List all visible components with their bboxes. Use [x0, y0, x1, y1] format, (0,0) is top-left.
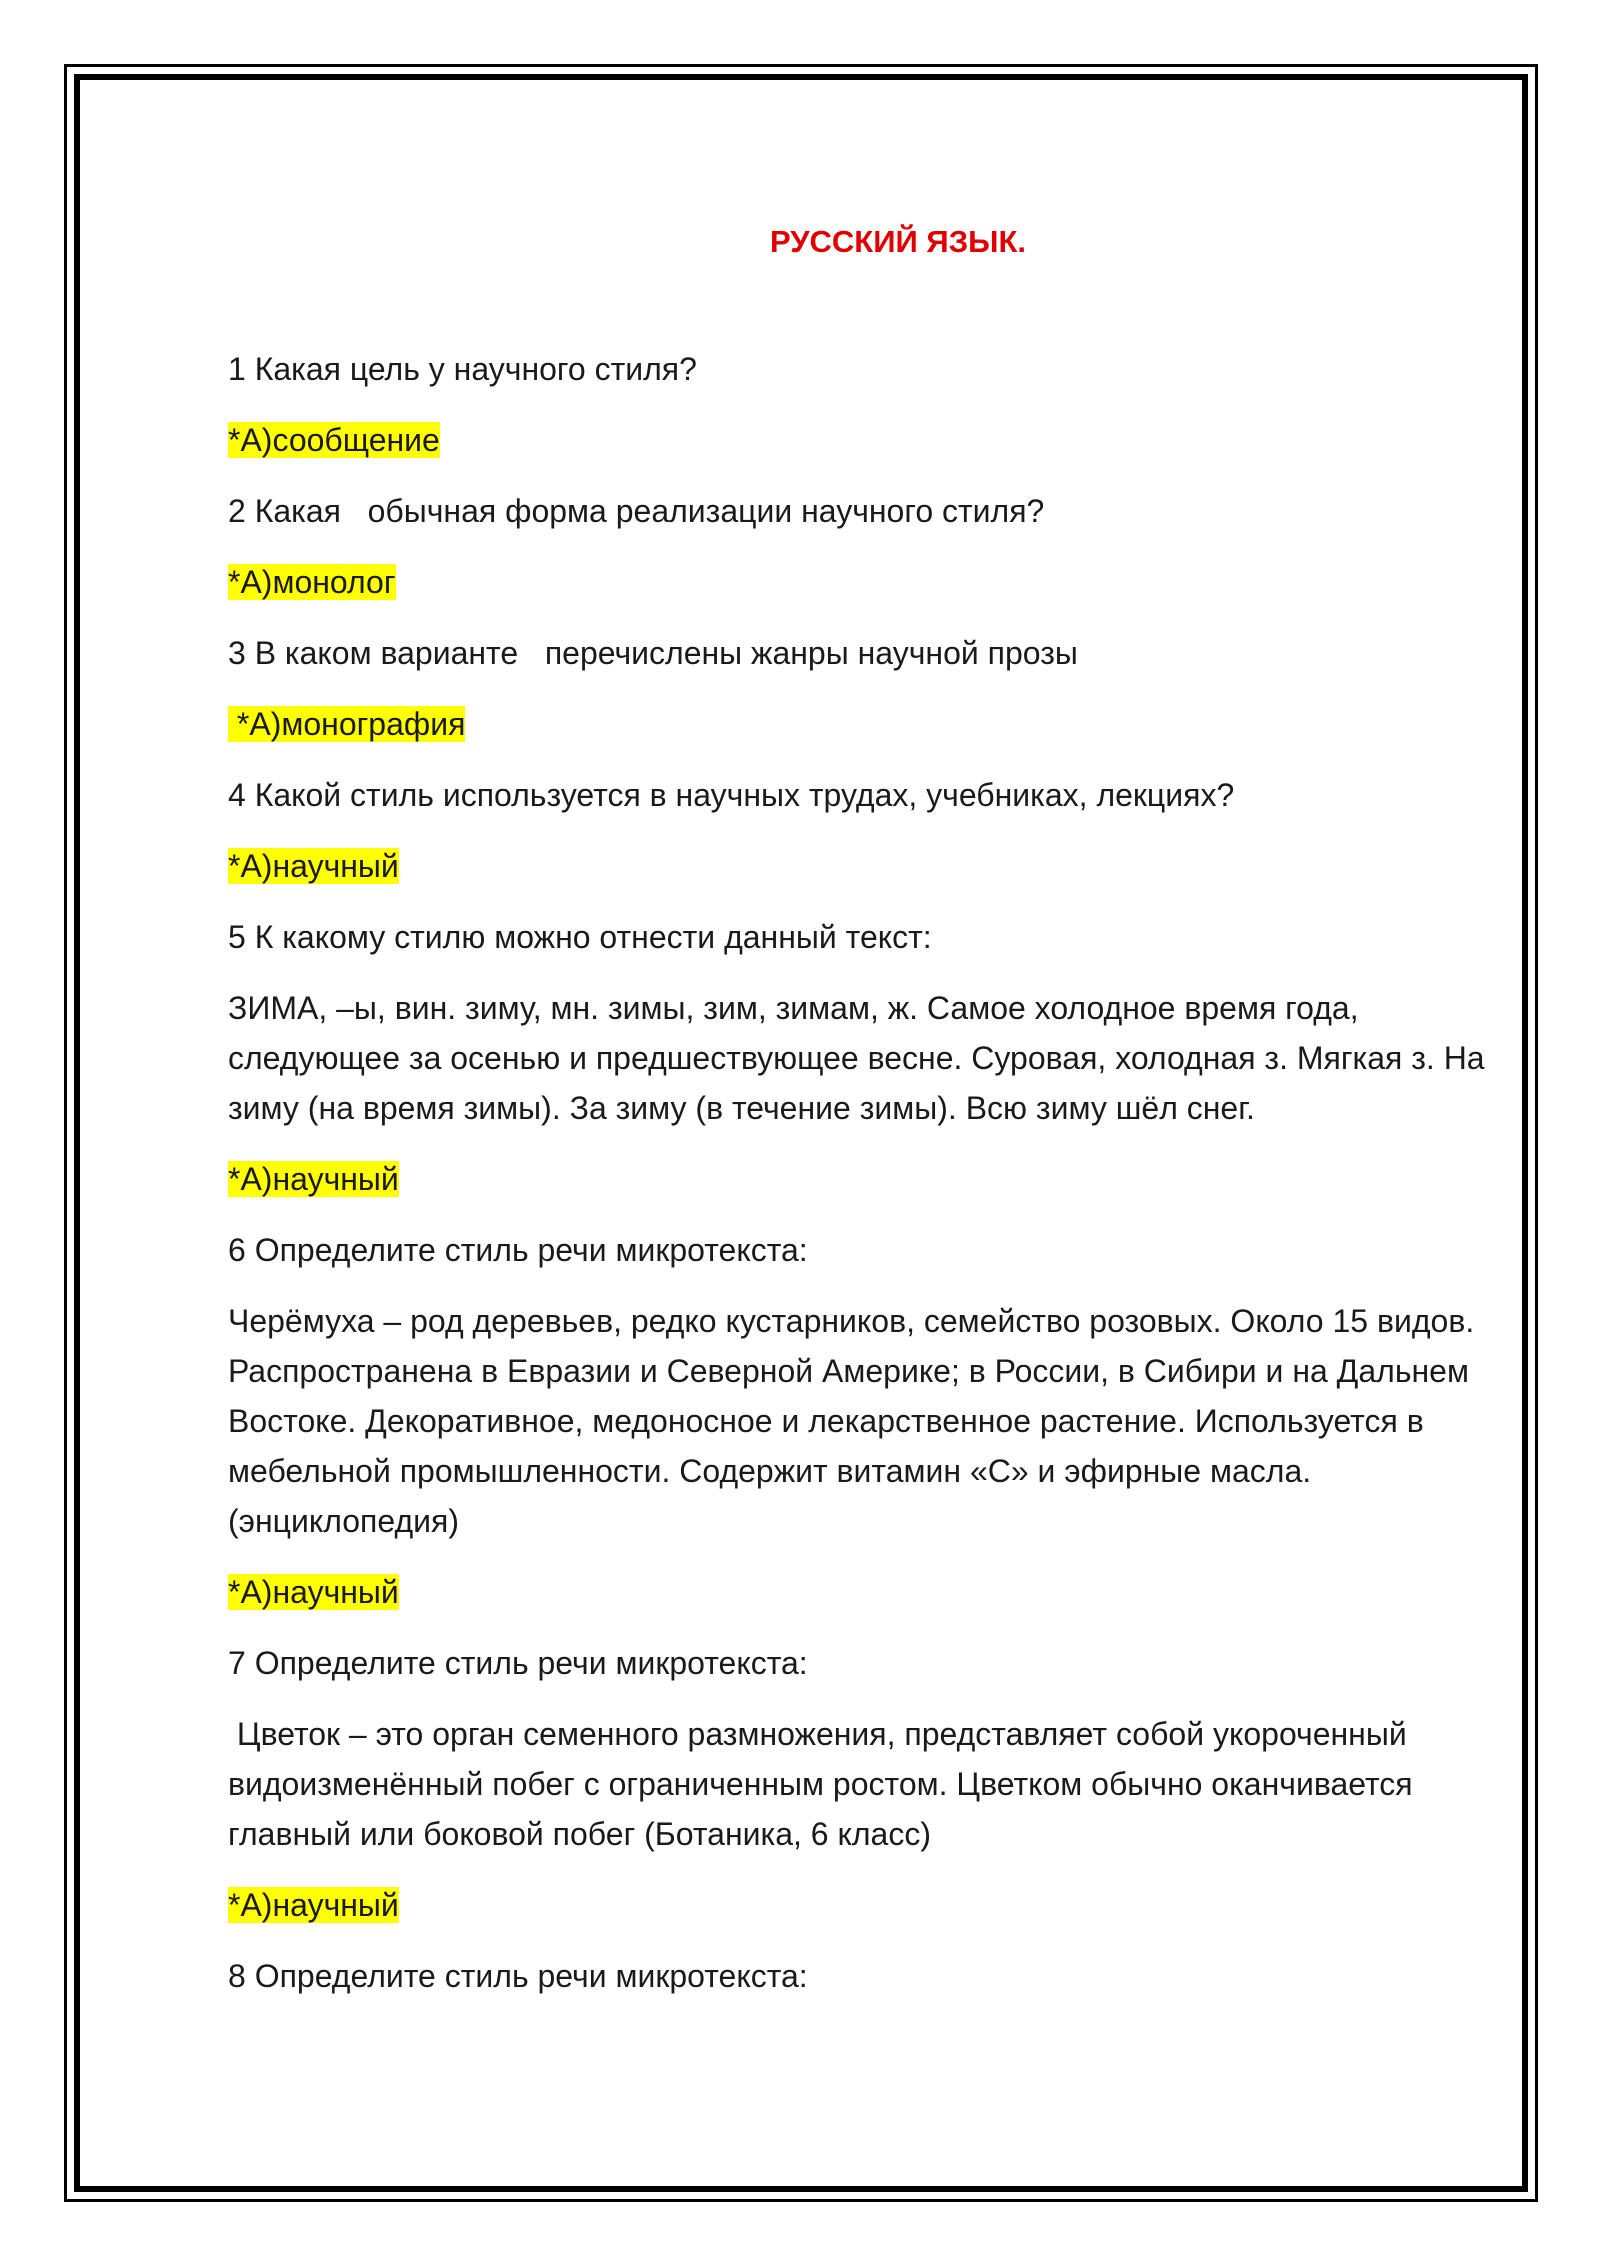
question-8: 8 Определите стиль речи микротекста:: [228, 1958, 808, 1994]
question-7: 7 Определите стиль речи микротекста:: [228, 1645, 808, 1681]
passage-7: Цветок – это орган семенного размножения, представляет собой укороченный видоизменённый побег с ограниченным ростом. Цветком обычно оканчивается главный или боковой побег (Ботаника, 6 класс): [228, 1716, 1422, 1852]
question-3: 3 В каком варианте перечислены жанры научной прозы: [228, 635, 1078, 671]
question-5: 5 К какому стилю можно отнести данный текст:: [228, 919, 932, 955]
page-title: РУССКИЙ ЯЗЫК.: [769, 224, 1026, 259]
answer-7-highlight: *А)научный: [228, 1887, 399, 1923]
answer-6-highlight: *А)научный: [228, 1574, 399, 1610]
answer-5-highlight: *А)научный: [228, 1161, 399, 1197]
answer-1-highlight: *А)сообщение: [228, 422, 440, 458]
answer-3-highlight: *А)монография: [228, 706, 466, 742]
document-content: [228, 222, 1488, 2022]
answer-2-highlight: *А)монолог: [228, 564, 396, 600]
question-6: 6 Определите стиль речи микротекста:: [228, 1232, 808, 1268]
answer-3: [228, 699, 1488, 749]
question-4: 4 Какой стиль используется в научных трудах, учебниках, лекциях?: [228, 777, 1235, 813]
answer-4-highlight: *А)научный: [228, 848, 399, 884]
answer-1: [228, 415, 1488, 465]
answer-4: [228, 841, 1488, 891]
question-2: 2 Какая обычная форма реализации научного стиля?: [228, 493, 1045, 529]
question-1: 1 Какая цель у научного стиля?: [228, 351, 697, 387]
answer-5: [228, 1154, 1488, 1204]
answer-6: [228, 1567, 1488, 1617]
answer-7: [228, 1880, 1488, 1930]
passage-5: ЗИМА, –ы, вин. зиму, мн. зимы, зим, зимам, ж. Самое холодное время года, следующее за осенью и предшествующее весне. Суровая, холодная з. Мягкая з. На зиму (на время зимы). За зиму (в течение зимы). Всю зиму шёл снег.: [228, 990, 1485, 1126]
answer-2: [228, 557, 1488, 607]
passage-6: Черёмуха – род деревьев, редко кустарников, семейство розовых. Около 15 видов. Распространена в Евразии и Северной Америке; в России, в Сибири и на Дальнем Востоке. Декоративное, медоносное и лекарственное растение. Используется в мебельной промышленности. Содержит витамин «С» и эфирные масла. (энциклопедия): [228, 1303, 1475, 1539]
